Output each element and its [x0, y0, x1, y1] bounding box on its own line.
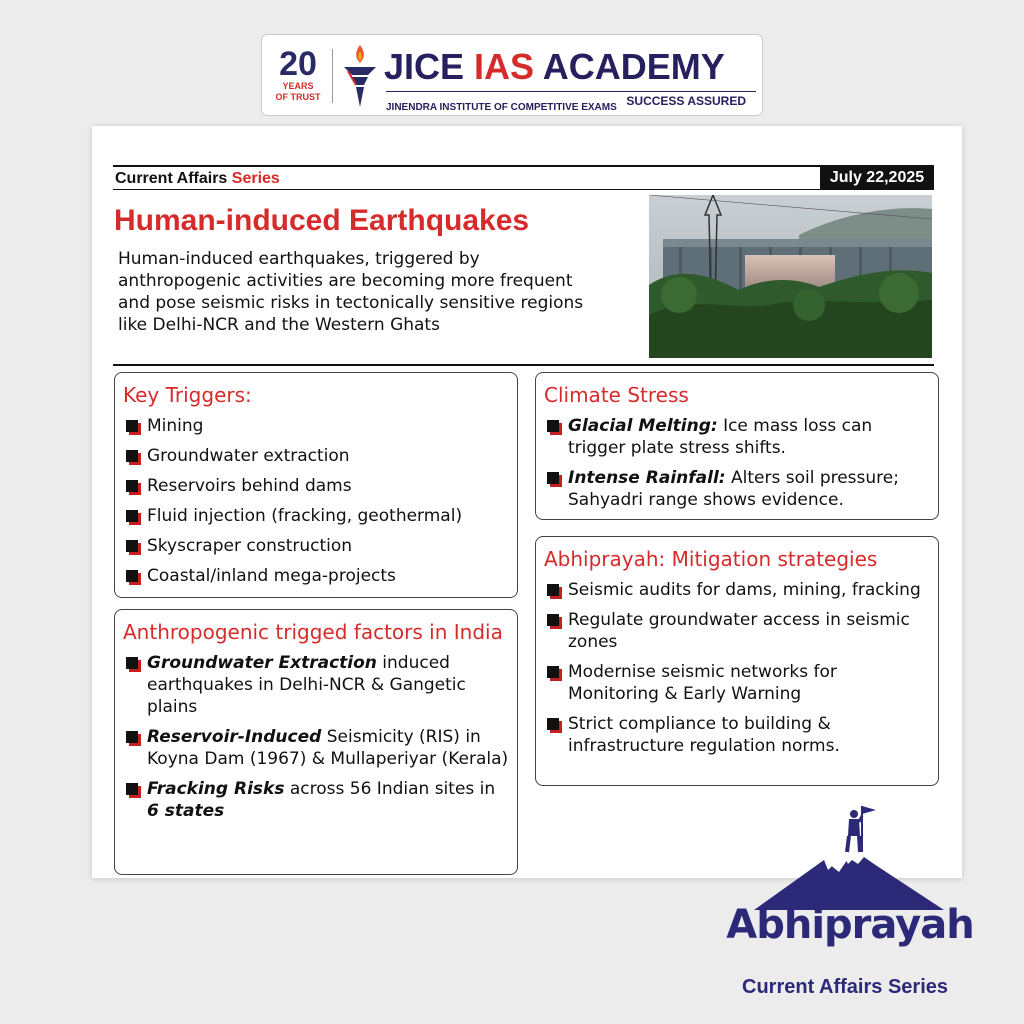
- bullet-icon: [547, 614, 559, 626]
- mountain-climber-icon: [754, 800, 944, 910]
- bullet-icon: [547, 472, 559, 484]
- years-text-2: OF TRUST: [275, 92, 321, 102]
- years-text-1: YEARS: [282, 81, 314, 91]
- list-item: [123, 726, 509, 770]
- climate-stress-box: [535, 372, 939, 520]
- list-item-text: Skyscraper construction: [147, 536, 353, 556]
- bullet-icon: [126, 783, 138, 795]
- jice-logo: [261, 34, 763, 116]
- logo-divider: [332, 49, 333, 103]
- bullet-icon: [547, 718, 559, 730]
- bullet-icon: [126, 450, 138, 462]
- list-item-bold: Groundwater Extraction: [147, 653, 377, 673]
- factors-box: [114, 609, 518, 875]
- list-item-text: Seismicity (RIS) in Koyna Dam (1967) & Mullaperiyar (Kerala): [147, 727, 509, 769]
- list-item-text: Modernise seismic networks for Monitoring & Early Warning: [568, 662, 837, 704]
- bullet-icon: [126, 570, 138, 582]
- years-number: 20: [279, 45, 317, 83]
- list-item: [544, 609, 930, 653]
- list-item-text: Alters soil pressure; Sahyadri range shows evidence.: [568, 468, 899, 510]
- series-label-part-1: Current Affairs: [115, 170, 232, 187]
- series-bar: [113, 165, 934, 190]
- mitigation-box: [535, 536, 939, 786]
- mitigation-list: [544, 579, 930, 757]
- article-title: Human-induced Earthquakes: [114, 204, 530, 237]
- list-item: [123, 505, 509, 527]
- article-card: [92, 126, 962, 878]
- brand-subline: [386, 91, 756, 114]
- factors-heading: Anthropogenic trigged factors in India: [123, 620, 503, 644]
- brand-part-1: JICE: [384, 46, 475, 87]
- bullet-icon: [126, 510, 138, 522]
- climate-list: [544, 415, 930, 511]
- list-item: [123, 778, 509, 822]
- brand-part-2: IAS: [474, 46, 535, 87]
- factors-list: [123, 652, 509, 822]
- list-item-text: Groundwater extraction: [147, 446, 350, 466]
- list-item-text: across 56 Indian sites in: [284, 779, 496, 799]
- list-item-text: induced earthquakes in Delhi-NCR & Gangetic plains: [147, 653, 466, 717]
- list-item-bold-2: 6 states: [147, 801, 225, 821]
- institute-name: JINENDRA INSTITUTE OF COMPETITIVE EXAMS: [386, 102, 617, 113]
- bullet-icon: [126, 480, 138, 492]
- key-triggers-heading: Key Triggers:: [123, 383, 252, 407]
- list-item-text: Fluid injection (fracking, geothermal): [147, 506, 463, 526]
- series-label-part-2: Series: [231, 170, 280, 187]
- bullet-icon: [547, 666, 559, 678]
- key-triggers-list: [123, 415, 509, 587]
- dam-photo: [649, 195, 932, 358]
- list-item-bold: Fracking Risks: [147, 779, 285, 799]
- list-item-text: Ice mass loss can trigger plate stress shifts.: [568, 416, 873, 458]
- list-item-text: Strict compliance to building & infrastructure regulation norms.: [568, 714, 840, 756]
- mitigation-heading: Abhiprayah: Mitigation strategies: [544, 547, 878, 571]
- key-triggers-box: [114, 372, 518, 598]
- list-item-bold: Reservoir-Induced: [147, 727, 322, 747]
- article-intro: Human-induced earthquakes, triggered by anthropogenic activities are becoming more frequent and pose seismic risks in tectonically sensitive regions like Delhi-NCR and the Western Ghats: [118, 249, 584, 335]
- list-item: [123, 652, 509, 718]
- section-divider: [113, 364, 934, 366]
- bullet-icon: [126, 420, 138, 432]
- list-item: [544, 579, 930, 601]
- bullet-icon: [126, 731, 138, 743]
- date-badge: July 22,2025: [820, 165, 934, 190]
- list-item-text: Mining: [147, 416, 204, 436]
- climate-heading: Climate Stress: [544, 383, 689, 407]
- years-badge: [270, 47, 326, 103]
- tagline: SUCCESS ASSURED: [626, 94, 746, 108]
- list-item: [544, 415, 930, 459]
- series-label: [115, 170, 280, 188]
- brand-part-3: ACADEMY: [534, 46, 725, 87]
- list-item: [123, 415, 509, 437]
- list-item: [123, 445, 509, 467]
- list-item-text: Reservoirs behind dams: [147, 476, 352, 496]
- list-item-bold: Glacial Melting:: [568, 416, 718, 436]
- list-item: [544, 713, 930, 757]
- list-item: [123, 535, 509, 557]
- list-item: [544, 467, 930, 511]
- bullet-icon: [547, 420, 559, 432]
- abhiprayah-wordmark: Abhiprayah: [726, 902, 974, 948]
- torch-emblem-icon: [338, 41, 382, 111]
- list-item-bold: Intense Rainfall:: [568, 468, 726, 488]
- brand-name: [384, 47, 725, 87]
- bullet-icon: [126, 657, 138, 669]
- list-item: [123, 475, 509, 497]
- list-item: [123, 565, 509, 587]
- bullet-icon: [547, 584, 559, 596]
- list-item-text: Regulate groundwater access in seismic zones: [568, 610, 910, 652]
- list-item-text: Seismic audits for dams, mining, fracking: [568, 580, 921, 600]
- list-item: [544, 661, 930, 705]
- list-item-text: Coastal/inland mega-projects: [147, 566, 396, 586]
- abhiprayah-logo: [714, 800, 976, 1010]
- abhiprayah-caption: Current Affairs Series: [742, 976, 948, 998]
- bullet-icon: [126, 540, 138, 552]
